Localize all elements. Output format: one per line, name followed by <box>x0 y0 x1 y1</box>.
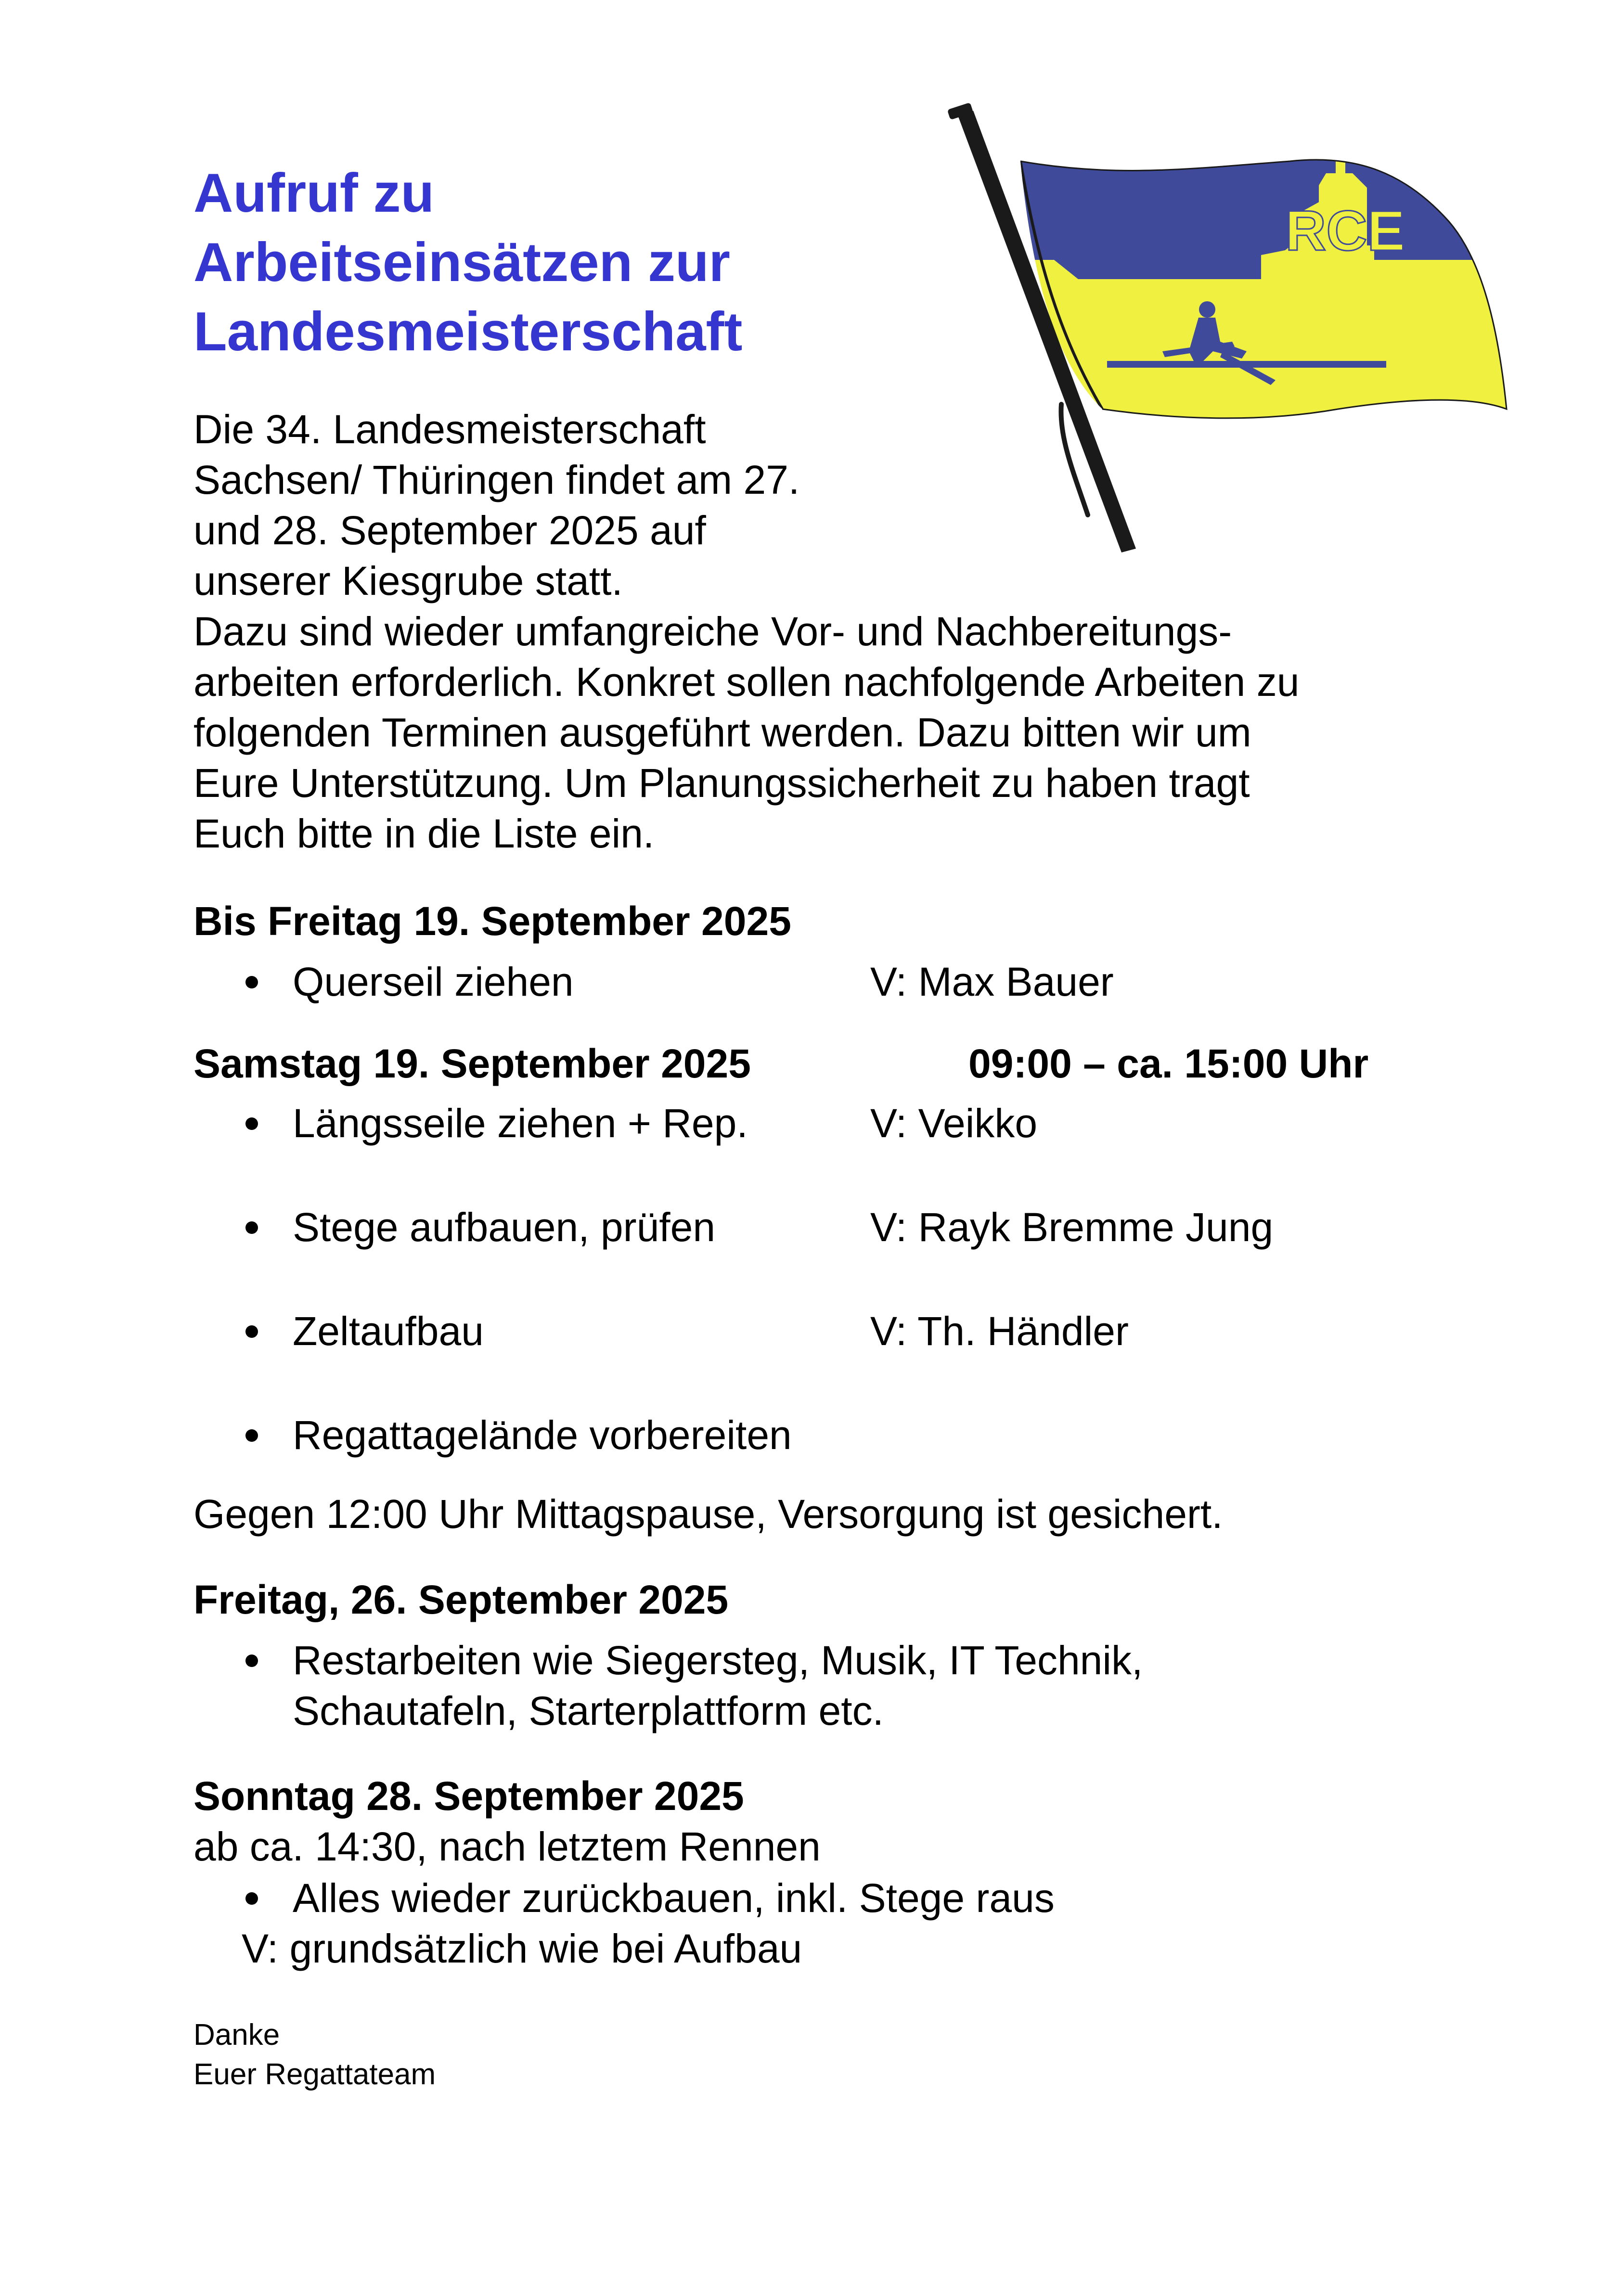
signoff <box>193 2015 436 2094</box>
task-label: Längsseile ziehen + Rep. <box>293 1101 748 1146</box>
task-responsible: V: Veikko <box>870 1101 1038 1146</box>
intro-line: Dazu sind wieder umfangreiche Vor- und Nachbereitungs- <box>193 609 1232 654</box>
task-label: Zeltaufbau <box>293 1308 484 1354</box>
signoff-line: Danke <box>193 2018 280 2052</box>
logo-text: RCE <box>1285 199 1405 263</box>
bullet-icon <box>245 1429 258 1442</box>
intro-line: arbeiten erforderlich. Konkret sollen nachfolgende Arbeiten zu <box>193 659 1300 705</box>
intro-line: und 28. September 2025 auf <box>193 508 706 553</box>
task-responsible: V: Max Bauer <box>870 959 1114 1004</box>
title-line: Arbeitseinsätzen zur <box>193 232 730 293</box>
intro-line: Eure Unterstützung. Um Planungssicherheit zu haben tragt <box>193 760 1250 806</box>
task-label: Querseil ziehen <box>293 959 574 1004</box>
task-label: Schautafeln, Starterplattform etc. <box>293 1688 884 1733</box>
title-line: Landesmeisterschaft <box>193 301 743 362</box>
section-heading-sunday-28: Sonntag 28. September 2025 <box>193 1773 744 1819</box>
bullet-icon <box>245 1655 258 1667</box>
task-responsible: V: Th. Händler <box>870 1308 1129 1354</box>
bullet-icon <box>245 1117 258 1130</box>
intro-line: unserer Kiesgrube statt. <box>193 558 623 603</box>
title-line: Aufruf zu <box>193 163 435 224</box>
lunch-note: Gegen 12:00 Uhr Mittagspause, Versorgung ist gesichert. <box>193 1491 1223 1537</box>
task-label: Regattagelände vorbereiten <box>293 1412 792 1458</box>
section-heading-friday-19: Bis Freitag 19. September 2025 <box>193 898 791 944</box>
section-heading-saturday-19: Samstag 19. September 2025 <box>193 1041 751 1086</box>
section-subline: ab ca. 14:30, nach letztem Rennen <box>193 1824 821 1869</box>
intro-line: Die 34. Landesmeisterschaft <box>193 407 706 452</box>
section-heading-friday-26: Freitag, 26. September 2025 <box>193 1577 729 1622</box>
section-time: 09:00 – ca. 15:00 Uhr <box>968 1041 1369 1086</box>
signoff-line: Euer Regattateam <box>193 2058 436 2091</box>
task-label: Alles wieder zurückbauen, inkl. Stege raus <box>293 1875 1055 1921</box>
intro-paragraph <box>193 404 1299 859</box>
bullet-icon <box>245 1892 258 1905</box>
task-responsible: V: grundsätzlich wie bei Aufbau <box>242 1926 802 1971</box>
bullet-icon <box>245 1325 258 1338</box>
task-label: Restarbeiten wie Siegersteg, Musik, IT Technik, <box>293 1638 1143 1683</box>
intro-line: folgenden Terminen ausgeführt werden. Dazu bitten wir um <box>193 710 1251 755</box>
bullet-icon <box>245 976 258 988</box>
task-responsible: V: Rayk Bremme Jung <box>870 1205 1274 1250</box>
page-title <box>193 159 1012 367</box>
task-label: Stege aufbauen, prüfen <box>293 1205 716 1250</box>
intro-line: Euch bitte in die Liste ein. <box>193 811 655 856</box>
intro-line: Sachsen/ Thüringen findet am 27. <box>193 457 800 502</box>
bullet-icon <box>245 1221 258 1234</box>
